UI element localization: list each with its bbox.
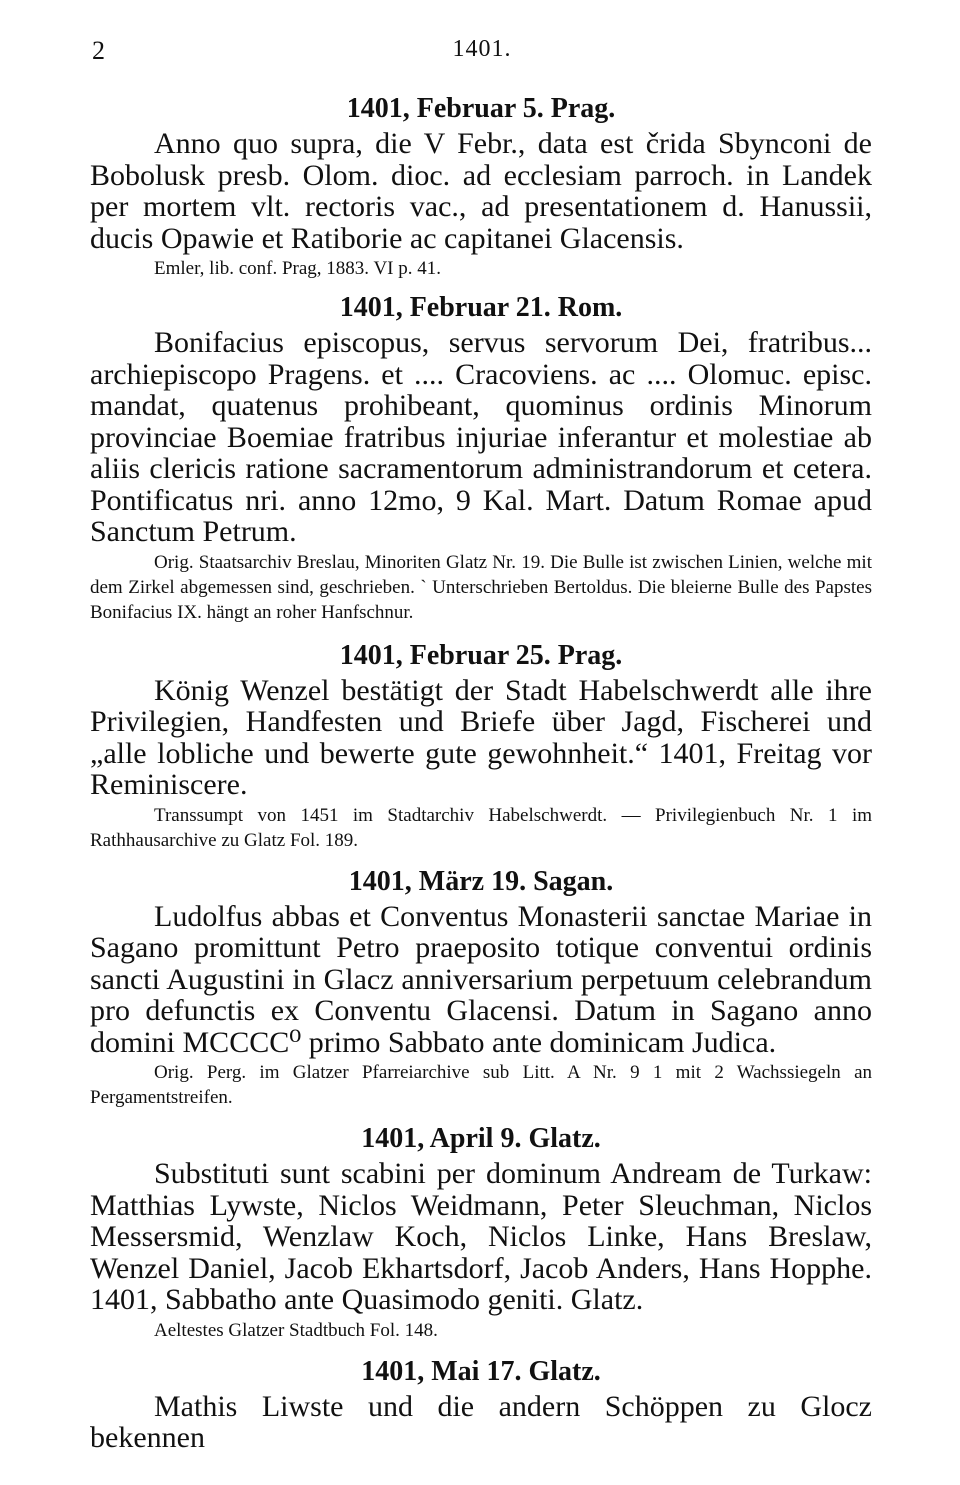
entry-1401-04-09 <box>90 1122 872 1343</box>
entry-note-text: Transsumpt von 1451 im Stadtarchiv Habelschwerdt. — Privilegienbuch Nr. 1 im Rathhausarchive zu Glatz Fol. 189. <box>90 804 872 851</box>
entry-source-note <box>90 256 872 281</box>
entry-heading: 1401, April 9. Glatz. <box>361 1123 601 1154</box>
entry-body <box>90 901 872 1059</box>
entry-1401-03-19 <box>90 865 872 1111</box>
entry-body <box>90 675 872 801</box>
entry-source-note <box>90 1318 872 1343</box>
entry-body-text: Bonifacius episcopus, servus servorum Dei, fratribus... archiepiscopo Pragens. et .... Cracoviens. ac .... Olomuc. episc. mandat, quatenus prohibeant, quominus ordinis Minorum provinciae Boemiae fratribus injuriae inferantur et molestiae ab aliis clericis ratione sacramentorum administrandorum et cetera. Pontificatus nri. anno 12mo, 9 Kal. Mart. Datum Romae apud Sanctum Petrum. <box>90 326 872 548</box>
entry-body <box>90 1391 872 1454</box>
entry-heading: 1401, Februar 5. Prag. <box>346 93 616 124</box>
running-title: 1401. <box>452 36 512 62</box>
entry-body <box>90 128 872 254</box>
page-content <box>90 92 872 1454</box>
entry-body <box>90 327 872 548</box>
page-number: 2 <box>92 36 105 65</box>
entry-heading: 1401, Februar 21. Rom. <box>339 292 623 323</box>
entry-source-note <box>90 1060 872 1110</box>
entry-1401-02-21 <box>90 291 872 625</box>
entry-1401-02-25 <box>90 639 872 853</box>
entry-note-text: Orig. Perg. im Glatzer Pfarreiarchive sub Litt. A Nr. 9 1 mit 2 Wachssiegeln an Pergamentstreifen. <box>90 1062 872 1108</box>
page-header <box>92 36 872 66</box>
entry-body-text: Anno quo supra, die V Febr., data est črida Sbynconi de Bobolusk presb. Olom. dioc. ad ecclesiam parroch. in Landek per mortem vlt. rectoris vac., ad presentationem d. Hanussii, ducis Opawie et Ratiborie ac capitanei Glacensis. <box>90 127 872 255</box>
entry-1401-05-17 <box>90 1355 872 1454</box>
entry-body-text: König Wenzel bestätigt der Stadt Habelschwerdt alle ihre Privilegien, Handfesten und Briefe über Jagd, Fischerei und „alle lobliche und bewerte gute gewohnheit.“ 1401, Freitag vor Reminiscere. <box>90 673 872 801</box>
entry-note-text: Orig. Staatsarchiv Breslau, Minoriten Glatz Nr. 19. Die Bulle ist zwischen Linien, welche mit dem Zirkel abgemessen sind, geschrieben. ` Unterschrieben Bertoldus. Die bleierne Bulle des Papstes Bonifacius IX. hängt an roher Hanfschnur. <box>90 551 872 623</box>
entry-heading: 1401, Mai 17. Glatz. <box>361 1355 601 1387</box>
entry-source-note <box>90 803 872 853</box>
entry-source-note <box>90 550 872 625</box>
entry-body <box>90 1158 872 1316</box>
entry-heading: 1401, Februar 25. Prag. <box>339 639 623 671</box>
entry-body-text: Ludolfus abbas et Conventus Monasterii sanctae Mariae in Sagano promittunt Petro praeposito totique conventui ordinis sancti Augustini in Glacz anniversarium perpetuum celebrandum pro defunctis ex Conventu Glacensi. Datum in Sagano anno domini MCCCC⁰ primo Sabbato ante dominicam Judica. <box>90 899 872 1059</box>
entry-note-text: Aeltestes Glatzer Stadtbuch Fol. 148. <box>154 1319 438 1341</box>
entry-1401-02-05 <box>90 92 872 281</box>
entry-body-text: Substituti sunt scabini per dominum Andream de Turkaw: Matthias Lywste, Niclos Weidmann, Peter Sleuchman, Niclos Messersmid, Wenzlaw Koch, Niclos Linke, Hans Breslaw, Wenzel Daniel, Jacob Ekhartsdorf, Jacob Anders, Hans Hopphe. 1401, Sabbatho ante Quasimodo geniti. Glatz. <box>90 1157 872 1316</box>
entry-note-text: Emler, lib. conf. Prag, 1883. VI p. 41. <box>154 258 442 279</box>
entry-heading: 1401, März 19. Sagan. <box>348 865 614 897</box>
entry-body-text: Mathis Liwste und die andern Schöppen zu Glocz bekennen <box>90 1389 872 1454</box>
